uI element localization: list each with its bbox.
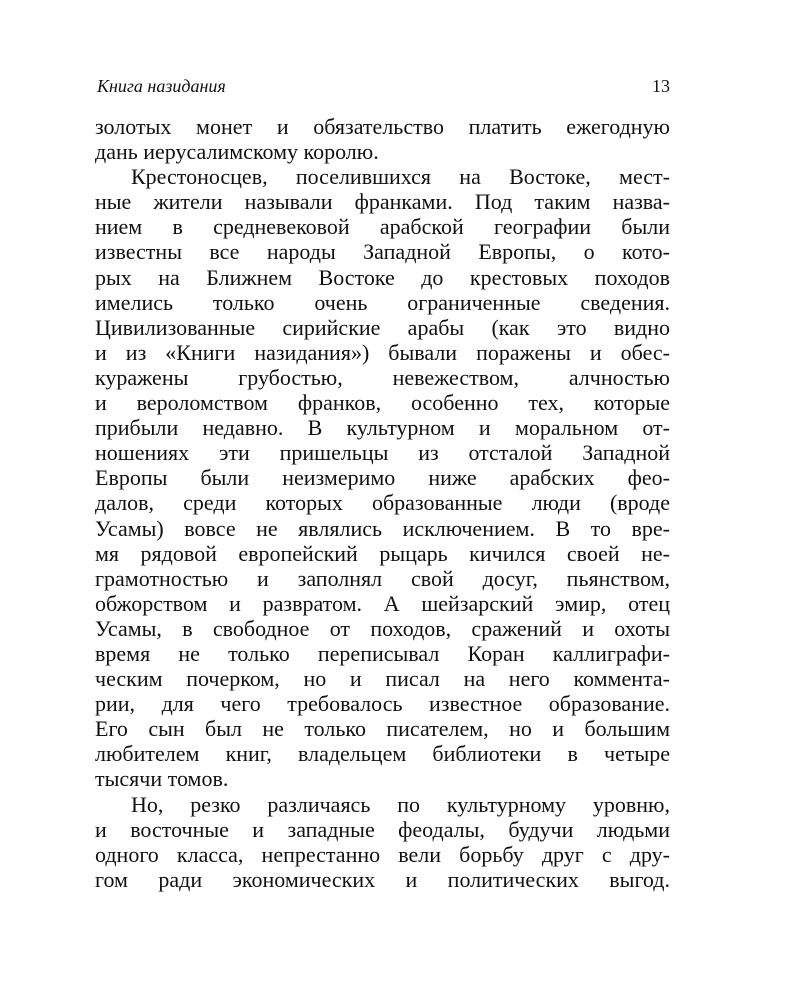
text-line: гом ради экономических и политических выгод.	[95, 866, 670, 892]
text-line: прибыли недавно. В культурном и моральном от-	[95, 415, 670, 441]
text-line: Его сын был не только писателем, но и большим	[95, 716, 670, 742]
text-line: время не только переписывал Коран каллиграфи-	[95, 640, 670, 666]
text-line: тысячи томов.	[95, 766, 229, 792]
text-line: и из «Книги назидания») бывали поражены и обес-	[95, 339, 670, 365]
text-line: обжорством и развратом. А шейзарский эмир, отец	[95, 590, 670, 616]
text-line: рых на Ближнем Востоке до крестовых походов	[95, 264, 670, 290]
text-line: рии, для чего требовалось известное образование.	[95, 691, 670, 717]
running-header	[97, 72, 670, 100]
text-line: куражены грубостью, невежеством, алчностью	[95, 364, 670, 390]
text-line: дань иерусалимскому королю.	[95, 139, 379, 165]
text-line: мя рядовой европейский рыцарь кичился своей не-	[95, 540, 670, 566]
text-line: и вероломством франков, особенно тех, которые	[95, 390, 670, 416]
text-line: ношениях эти пришельцы из отсталой Западной	[95, 440, 670, 466]
text-line: далов, среди которых образованные люди (вроде	[95, 490, 670, 516]
text-line: ные жители называли франками. Под таким назва-	[95, 189, 670, 215]
text-line: Но, резко различаясь по культурному уровню,	[131, 791, 670, 817]
text-line: и восточные и западные феодалы, будучи людьми	[95, 816, 670, 842]
running-header-title: Книга назидания	[97, 76, 226, 96]
text-line: любителем книг, владельцем библиотеки в четыре	[95, 741, 670, 767]
text-line: одного класса, непрестанно вели борьбу друг с дру-	[95, 841, 670, 867]
body-text	[95, 114, 670, 892]
text-line: известны все народы Западной Европы, о кото-	[95, 239, 670, 265]
text-line: нием в средневековой арабской географии были	[95, 214, 670, 240]
text-line: Цивилизованные сирийские арабы (как это видно	[95, 314, 670, 340]
text-line: ческим почерком, но и писал на него коммента-	[95, 666, 670, 692]
text-line: Усамы, в свободное от походов, сражений и охоты	[95, 615, 670, 641]
text-line: грамотностью и заполнял свой досуг, пьянством,	[95, 565, 670, 591]
text-line: Европы были неизмеримо ниже арабских фео-	[95, 465, 670, 491]
text-line: имелись только очень ограниченные сведения.	[95, 289, 670, 315]
page-number: 13	[652, 76, 670, 96]
text-line: золотых монет и обязательство платить ежегодную	[95, 114, 670, 139]
text-line: Крестоносцев, поселившихся на Востоке, мест-	[131, 164, 670, 190]
text-line: Усамы) вовсе не являлись исключением. В то вре-	[95, 515, 670, 541]
